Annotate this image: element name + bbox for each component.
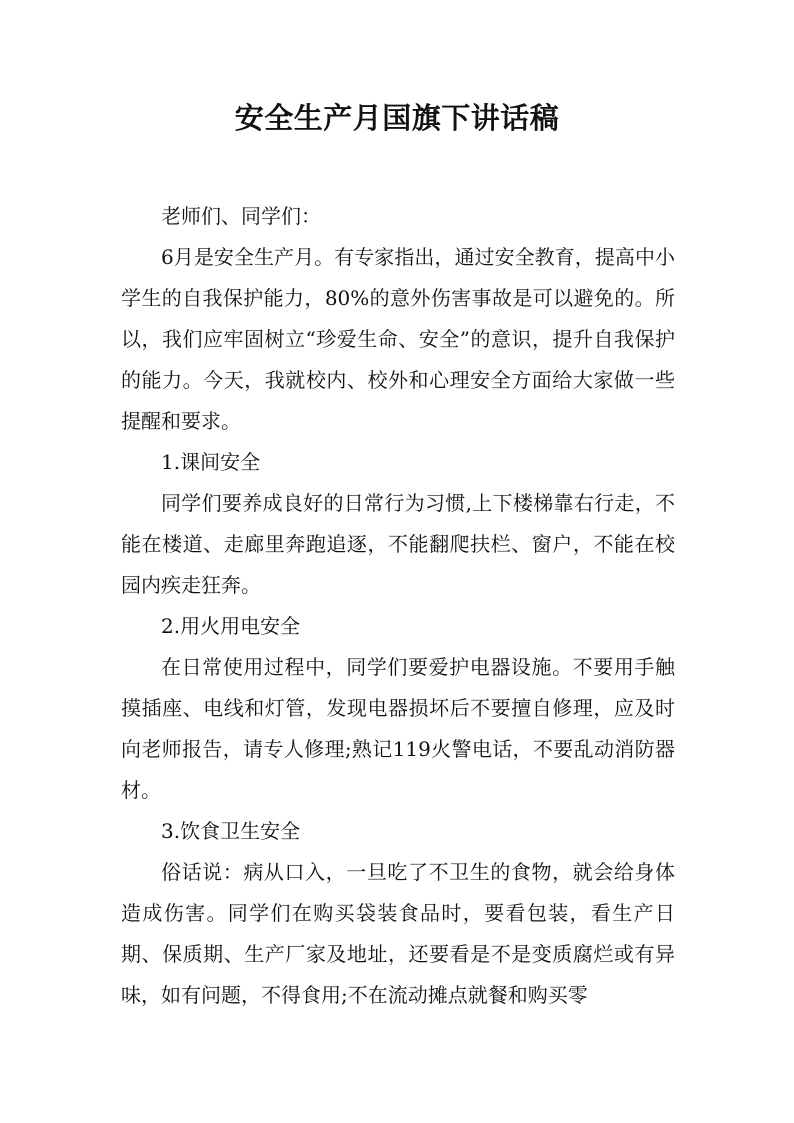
section-heading-food-safety: 3.饮食卫生安全 bbox=[161, 819, 301, 843]
document-title: 安全生产月国旗下讲话稿 bbox=[234, 101, 560, 135]
food-safety-paragraph: 俗话说：病从口入，一旦吃了不卫生的食物，就会给身体造成伤害。同学们在购买袋装食品时，要看包装，看生产日期、保质期、生产厂家及地址，还要看是不是变质腐烂或有异味，如有问题，不得食用;不在流动摊点就餐和购买零 bbox=[121, 860, 675, 1007]
fire-electric-safety-paragraph: 在日常使用过程中，同学们要爱护电器设施。不要用手触摸插座、电线和灯管，发现电器损坏后不要擅自修理，应及时向老师报告，请专人修理;熟记119火警电话，不要乱动消防器材。 bbox=[121, 655, 675, 802]
intro-paragraph: 6月是安全生产月。有专家指出，通过安全教育，提高中小学生的自我保护能力，80%的意外伤害事故是可以避免的。所以，我们应牢固树立“珍爱生命、安全”的意识，提升自我保护的能力。今天，我就校内、校外和心理安全方面给大家做一些提醒和要求。 bbox=[121, 245, 675, 433]
section-heading-break-safety: 1.课间安全 bbox=[161, 450, 261, 474]
section-heading-fire-electric-safety: 2.用火用电安全 bbox=[161, 614, 301, 638]
document-body bbox=[121, 196, 675, 1016]
break-safety-paragraph: 同学们要养成良好的日常行为习惯,上下楼梯靠右行走，不能在楼道、走廊里奔跑追逐，不能翻爬扶栏、窗户，不能在校园内疾走狂奔。 bbox=[121, 491, 675, 597]
salutation-paragraph: 老师们、同学们： bbox=[161, 204, 321, 228]
